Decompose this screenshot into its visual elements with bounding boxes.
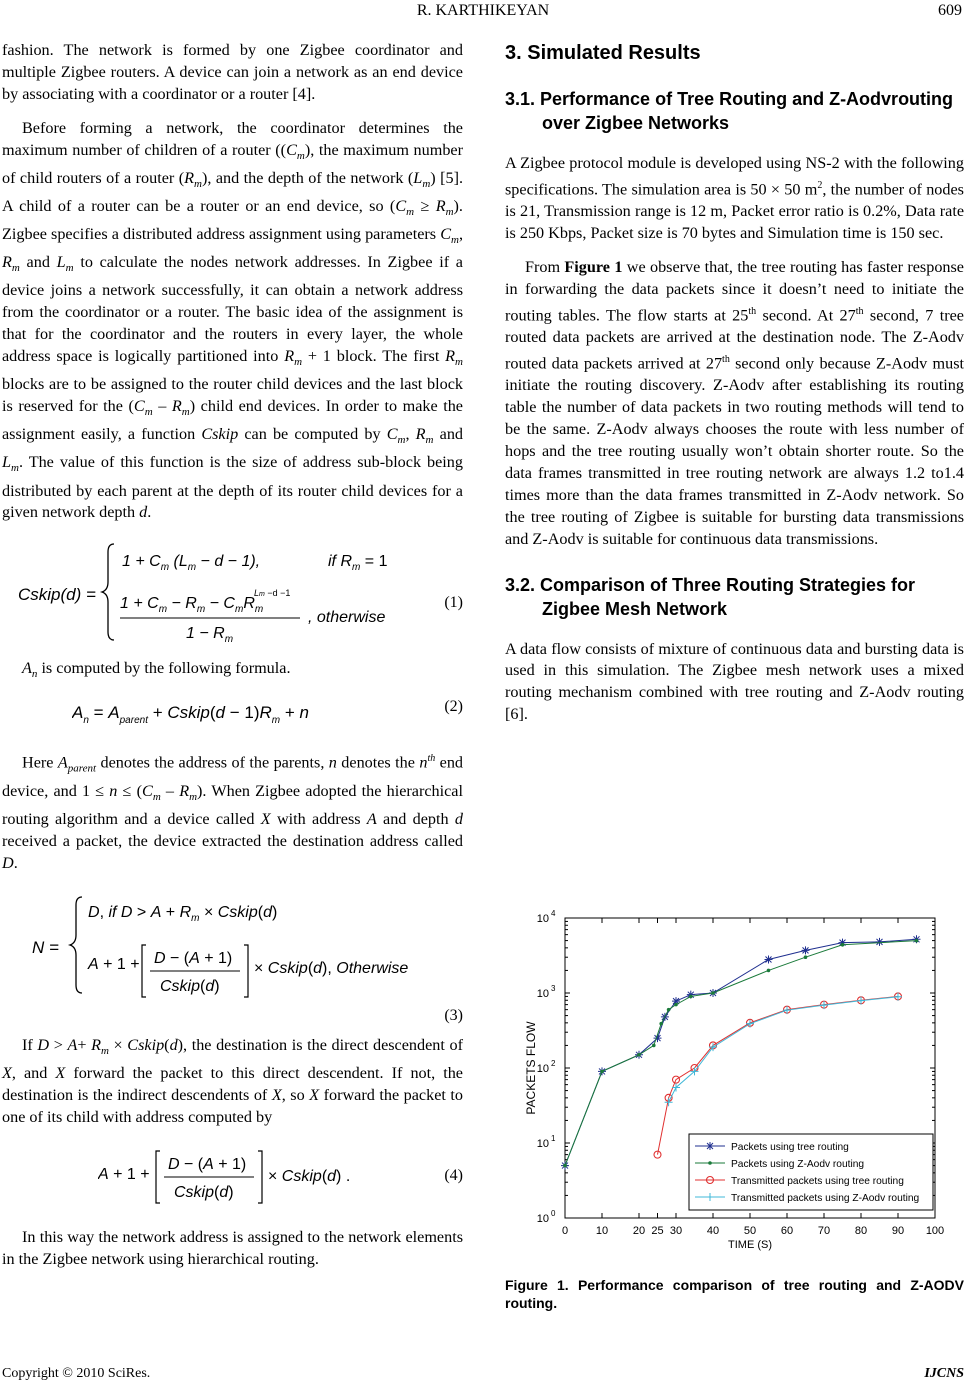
chart-legend (689, 1134, 933, 1210)
series-line (669, 997, 898, 1102)
legend-entry: Transmitted packets using Z-Aodv routing (731, 1193, 920, 1204)
x-tick-label: 40 (706, 1225, 720, 1237)
data-point (765, 955, 773, 963)
x-tick-label: 10 (595, 1225, 609, 1237)
right-column (505, 40, 964, 1311)
svg-text:D − (A + 1): D − (A + 1) (168, 1155, 247, 1173)
y-tick-label: 10 (536, 913, 549, 925)
series-4 (665, 993, 902, 1106)
svg-text:1 − Rm: $1 - R_m$ (186, 625, 234, 646)
svg-text:Cskip(d) =: Cskip(d) = (18, 585, 96, 605)
x-tick-label: 50 (743, 1225, 757, 1237)
paragraph-conclusion: In this way the network address is assigned to the network elements in the Zigbee network using hierarchical routing. (2, 1227, 463, 1268)
legend-entry: Packets using tree routing (731, 1142, 849, 1153)
equation-1 (2, 538, 463, 650)
page-number: 609 (938, 2, 962, 19)
svg-text:A + 1 +: A + 1 + (98, 1165, 150, 1183)
svg-text:× Cskip(d) .: × Cskip(d) . (268, 1167, 351, 1185)
svg-text:, otherwise: , otherwise (308, 609, 386, 627)
figure-1-caption: Figure 1. Performance comparison of tree routing and Z-AODV routing. (505, 1277, 964, 1311)
y-tick-exponent: 4 (551, 909, 556, 918)
paragraph-address-assignment: Before forming a network, the coordinator determines the maximum number of children of a router ($(C_m)$, the maximum number of child routers of a router $(R_m)$, and the depth of the network $(L_m)$ [5]. A child of a router can be a router or an end device, so $(C_m \ge R_m)$. Zigbee specifies a distributed address assignment using parameters $C_m$, $R_m$ and $L_m$ to calculate the nodes network addresses. In Zigbee if a device joins a network successfully, it can obtain a network address from the coordinator or a router. The basic idea of the assignment is that for the coordinator and the routers in every layer, the whole address space is logically partitioned into $R_m + 1$ block. The first $R_m$ blocks are to be assigned to the router child devices and the last block is reserved for the $(C_m - R_m)$ child end devices. In order to make the assignment easily, a function Cskip can be computed by $C_m$, $R_m$ and $L_m$. The value of this function is the size of address sub-block being distributed by each parent at the depth of its router child devices for a given network depth d. (2, 118, 464, 522)
section-heading-3: 3. Simulated Results (505, 42, 701, 64)
paragraph-simulation-setup: A Zigbee protocol module is developed using NS-2 with the following specifications. The simulation area is 50 × 50 $m^2$, the number of nodes is 21, Transmission range is 12 m, Packet error ratio is 0.2%, Data rate is 250 Kbps, Packet size is 70 bytes and Simulation time is 150 sec. (505, 154, 964, 243)
equation-3-formula (32, 889, 472, 1009)
data-point (915, 939, 919, 943)
x-tick-label: 0 (561, 1225, 569, 1237)
x-tick-label: 60 (780, 1225, 794, 1237)
x-tick-label: 80 (854, 1225, 868, 1237)
left-column (2, 40, 463, 1271)
data-point (711, 991, 715, 995)
data-point (659, 1022, 663, 1026)
svg-text:A + 1 +: A + 1 + (88, 955, 140, 973)
svg-text:D, if D > A + Rm × Cskip(d): D, if $D > A + R_m$ × Cskip(d) (88, 903, 278, 924)
y-tick-exponent: 0 (551, 1209, 556, 1218)
svg-text:× Cskip(d), Otherwise: × Cskip(d), Otherwise (254, 959, 409, 977)
y-tick-exponent: 1 (551, 1134, 556, 1143)
figure-1-chart (517, 908, 947, 1268)
paragraph-figure1-discussion: From Figure 1 we observe that, the tree routing has faster response in forwarding the data packets since it doesn’t need to initiate the routing tables. The flow starts at 25th second. At 27th second, 7 tree routed data packets are arrived at the destination node. The Z-Aodv routed data packets arrived at 27th second only because Z-Aodv must initiate the routing discovery. Z-Aodv after establishing its routing table the number of data packets in two routing methods will tend to be the same. Z-Aodv always chooses the route with less number of hops and the tree routing usually won’t obtain shorter route. So the data frames transmitted in tree routing network are always 1.2 to1.4 times more than the data frames transmitted in Z-Aodv network. So the tree routing of Zigbee is suitable for bursting data transmissions and Z-Aodv is suitable for continuous data transmissions. (505, 258, 964, 548)
data-point (767, 969, 771, 973)
y-axis-label: PACKETS FLOW (524, 1021, 538, 1115)
svg-text:D − (A + 1): D − (A + 1) (154, 949, 233, 967)
series-line (658, 996, 899, 1154)
x-tick-label: 25 (651, 1225, 664, 1237)
subsection-heading-3-1: 3.1. Performance of Tree Routing and Z-Aodvrouting over Zigbee Networks (505, 89, 954, 133)
equation-2-formula (72, 694, 492, 734)
svg-text:An = Aparent + Cskip(d − 1)Rm: $A_n = A_{parent}$ + Cskip(d − $1)R_m + n$ (72, 703, 309, 727)
series-line (565, 941, 917, 1166)
equation-3-number: (3) (444, 1006, 463, 1024)
svg-text:if Rm = 1: if $R_m = 1$ (328, 553, 388, 574)
running-head (0, 0, 966, 30)
data-point (674, 1003, 678, 1007)
data-point (563, 1164, 567, 1168)
data-point (802, 946, 810, 954)
y-tick-exponent: 3 (551, 984, 556, 993)
equation-4-number: (4) (444, 1166, 463, 1184)
equation-4 (2, 1141, 463, 1217)
data-point (637, 1053, 641, 1057)
journal-name: IJCNS (924, 1366, 964, 1381)
data-point (876, 938, 884, 946)
svg-text:Lm −d −1: Lm −d −1 (254, 588, 291, 599)
data-point (706, 1142, 714, 1150)
data-point (804, 955, 808, 959)
equation-3 (2, 889, 463, 1029)
svg-text:N =: N = (32, 937, 59, 957)
copyright: Copyright © 2010 SciRes. (2, 1366, 151, 1381)
data-point (841, 943, 845, 947)
y-tick-label: 10 (536, 1063, 549, 1075)
legend-entry: Packets using Z-Aodv routing (731, 1159, 865, 1170)
equation-2 (2, 694, 463, 738)
data-point (708, 1161, 712, 1165)
legend-entry: Transmitted packets using tree routing (731, 1176, 904, 1187)
equation-1-number: (1) (444, 594, 463, 612)
svg-text:1 + Cm (Lm − d − 1),: $1 + C_m$ $(L_m - d - 1)$, (122, 553, 261, 574)
paragraph-intro: fashion. The network is formed by one Zigbee coordinator and multiple Zigbee routers. A device can join a network as an end device by associating with a coordinator or a router [4]. (2, 41, 463, 103)
y-tick-label: 10 (536, 988, 549, 1000)
paragraph-mesh: A data flow consists of mixture of continuous data and bursting data is used in this simulation. The Zigbee mesh network uses a mixed routing mechanism combined with tree routing and Z-Aodv routing [6]. (505, 639, 964, 724)
series-3 (654, 993, 902, 1158)
x-tick-label: 20 (632, 1225, 646, 1237)
x-tick-label: 90 (891, 1225, 905, 1237)
x-tick-label: 70 (817, 1225, 831, 1237)
series-2 (563, 939, 918, 1168)
equation-2-number: (2) (444, 698, 463, 716)
equation-4-formula (98, 1141, 478, 1213)
y-tick-exponent: 2 (551, 1059, 556, 1068)
svg-text:1 + Cm − Rm − CmRm: $1 + C_m - R_m - C_mR_m$ (120, 595, 264, 616)
x-axis-label: TIME (S) (728, 1239, 772, 1251)
x-tick-label: 30 (669, 1225, 683, 1237)
svg-text:Cskip(d): Cskip(d) (174, 1183, 234, 1201)
y-tick-label: 10 (536, 1138, 549, 1150)
series-line (565, 939, 917, 1165)
paragraph-an: $A_n$ is computed by the following formula. (22, 659, 291, 681)
data-point (667, 1008, 671, 1012)
data-point (652, 1044, 656, 1048)
x-tick-label: 100 (925, 1225, 945, 1237)
paragraph-routing: Here $A_{parent}$ denotes the address of the parents, n denotes the $n^{th}$ end device, and $1 \le n \le (C_m - R_m)$. When Zigbee adopted the hierarchical routing algorithm and a device called X with address A and depth d received a packet, the device extracted the destination address called D. (2, 753, 464, 872)
data-point (600, 1070, 604, 1074)
paragraph-descendent: If $D > A+ R_m$ × Cskip(d), the destination is the direct descendent of X, and X forward the packet to this direct descendent. If not, the destination is the indirect descendents of X, so X forward the packet to one of its child with address computed by (2, 1035, 463, 1126)
y-tick-label: 10 (536, 1213, 549, 1225)
equation-1-formula (18, 538, 438, 650)
svg-text:Cskip(d): Cskip(d) (160, 977, 220, 995)
page-footer (2, 1366, 964, 1382)
running-head-author: R. KARTHIKEYAN (416, 2, 550, 19)
subsection-heading-3-2: 3.2. Comparison of Three Routing Strategies for Zigbee Mesh Network (505, 574, 916, 619)
data-point (689, 995, 693, 999)
